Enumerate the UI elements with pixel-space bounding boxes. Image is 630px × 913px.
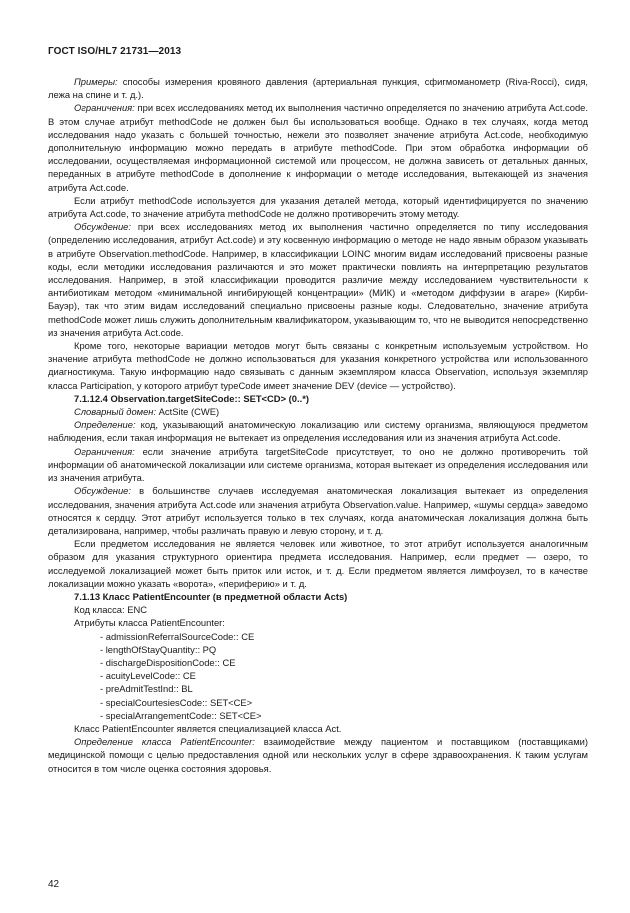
attribute-item: - specialArrangementCode:: SET<CE> xyxy=(100,709,262,721)
page-number: 42 xyxy=(48,879,60,890)
paragraph-discussion-2: Обсуждение: в большинстве случаев исследуемая анатомическая локализация вытекает из определения исследования, значения атрибута Act.code или значения атрибута Observation.value. Например, «шумы сердца» заведомо относятся к сердцу. Этот атрибут используется только в тех случаях, когда анатомическая локализация должна быть детализирована, например, чтобы различать правую и левую сторону, и т. д. xyxy=(48,485,588,536)
paragraph-definition: Определение: код, указывающий анатомическую локализацию или систему организма, являющуюся предметом наблюдения, если такая информация не вытекает из определения исследования или из значения атрибута Act.code. xyxy=(48,419,588,444)
running-header: ГОСТ ISO/HL7 21731—2013 xyxy=(48,46,182,57)
label-discussion-2: Обсуждение: xyxy=(74,485,131,497)
label-constraints: Ограничения: xyxy=(74,102,135,114)
attributes-heading: Атрибуты класса PatientEncounter: xyxy=(74,617,225,629)
label-discussion: Обсуждение: xyxy=(74,221,131,233)
attribute-item: - lengthOfStayQuantity:: PQ xyxy=(100,643,217,655)
section-heading-targetsitecode: 7.1.12.4 Observation.targetSiteCode:: SET<CD> (0..*) xyxy=(74,392,309,404)
attribute-item: - acuityLevelCode:: CE xyxy=(100,670,196,682)
paragraph-examples: Примеры: способы измерения кровяного давления (артериальная пункция, сфигмоманометр (Riva-Rocci), сидя, лежа на спине и т. д.). xyxy=(48,76,588,101)
section-heading-patientencounter: 7.1.13 Класс PatientEncounter (в предметной области Acts) xyxy=(74,590,348,602)
label-vocabulary-domain: Словарный домен: xyxy=(74,406,157,418)
document-body xyxy=(48,75,588,775)
paragraph-device: Кроме того, некоторые вариации методов могут быть связаны с конкретным используемым устройством. Но значение атрибута methodCode не должно использоваться для указания конкретного устройства или использованного диагностикума. Такую информацию надо связывать с данным экземпляром класса Observation, используя экземпляр класса Participation, у которого атрибут typeCode имеет значение DEV (device — устройство). xyxy=(48,340,588,391)
attribute-item: - admissionReferralSourceCode:: CE xyxy=(100,630,255,642)
paragraph-vocabulary-domain: Словарный домен: ActSite (CWE) xyxy=(74,406,220,418)
paragraph-constraints: Ограничения: при всех исследованиях метод их выполнения частично определяется по значению атрибута Act.code. В этом случае атрибут methodCode не должен был бы использоваться вообще. Однако в тех случаях, когда метод исследования надо указать с большей точностью, нежели это позволяет значение атрибута Act.code, необходимую дополнительную информацию можно передать в атрибуте methodCode. При этом обработка информации об исследовании, осуществляемая информационной системой или процессом, не должна зависеть от детальных данных, переданных в атрибуте methodCode в дополнение к информации о методе исследования, вытекающей из значения атрибута Act.code. xyxy=(48,102,588,193)
class-code: Код класса: ENC xyxy=(74,604,148,616)
attribute-item: - dischargeDispositionCode:: CE xyxy=(100,656,236,668)
paragraph-constraints-2: Ограничения: если значение атрибута targetSiteCode присутствует, то оно не должно противоречить той информации об анатомической локализации или системе организма, которая вытекает из определения исследования или из значения атрибута. xyxy=(48,445,588,484)
label-examples: Примеры: xyxy=(74,76,118,87)
paragraph-discussion: Обсуждение: при всех исследованиях метод их выполнения частично определяется по типу исследования (определению исследования, атрибут Act.code) и эту косвенную информацию о методе не надо явным образом указывать в атрибуте Observation.methodCode. Например, в классификации LOINC многим видам исследований присвоены разные коды, если методики исследования различаются и это может практически повлиять на интерпретацию результатов исследования. Например, в этой классификации проводится различие между исследованием чувствительности к антибиотикам методом «минимальной ингибирующей концентрации» (МИК) и «методом диффузии в агаре» (Кирби-Бауэр), так что этим видам исследований специально присвоены разные коды. Следовательно, значение атрибута methodCode может лишь служить дополнительным квалификатором, указывающим то, что не выводится непосредственно из значения атрибута Act.code. xyxy=(48,221,588,338)
paragraph-methodcode: Если атрибут methodCode используется для указания деталей метода, который идентифицируется по значению атрибута Act.code, то значение атрибута methodCode не должно противоречить этому методу. xyxy=(48,194,588,220)
paragraph-class-definition: Определение класса PatientEncounter: взаимодействие между пациентом и поставщиком (поставщиками) медицинской помощи с целью предоставления одной или нескольких услуг в сфере здравоохранения. К таким услугам относится в том числе оценка состояния здоровья. xyxy=(48,736,588,774)
paragraph-specialization: Класс PatientEncounter является специализацией класса Act. xyxy=(74,722,342,734)
paragraph-subject: Если предметом исследования не является человек или животное, то этот атрибут используется аналогичным образом для указания структурного ориентира предмета исследования. Например, если предмет — озеро, то исследуемой локализацией может быть приток или исток, и т. д. Если предметом является лимфоузел, то в качестве локализации можно указать «ворота», «периферию» и т. д. xyxy=(48,538,588,589)
label-definition: Определение: xyxy=(74,419,136,431)
attribute-item: - specialCourtesiesCode:: SET<CE> xyxy=(100,696,253,708)
label-class-definition: Определение класса PatientEncounter: xyxy=(74,736,255,748)
attribute-item: - preAdmitTestInd:: BL xyxy=(100,683,193,695)
label-constraints-2: Ограничения: xyxy=(74,445,135,457)
